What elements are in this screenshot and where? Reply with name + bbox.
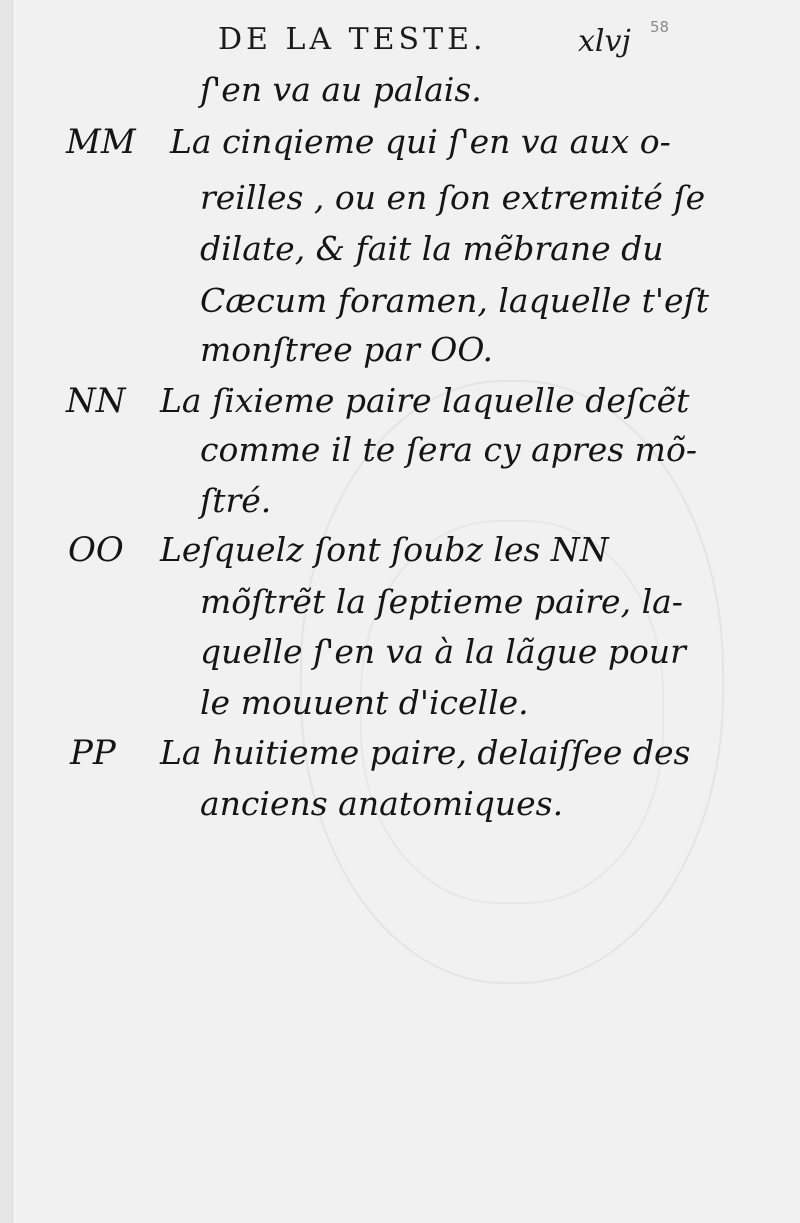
text-line: anciens anatomiques. (200, 784, 564, 823)
text-line: La cinqieme qui ſ'en va aux o- (170, 122, 671, 161)
text-line: La huitieme paire, delaiſſee des (160, 733, 691, 772)
text-line: ſ'en va au palais. (200, 70, 482, 109)
folio-number: xlvj (578, 24, 631, 59)
text-line: ſtré. (200, 481, 272, 520)
text-line: dilate, & fait la mẽbrane du (200, 229, 664, 268)
entry-marker-nn: NN (66, 381, 126, 421)
text-line: Cæcum foramen, laquelle t'eſt (200, 281, 709, 320)
entry-marker-pp: PP (70, 733, 116, 773)
running-head (0, 14, 800, 62)
archive-page-number: 58 (650, 18, 670, 36)
text-line: Leſquelz ſont ſoubz les NN (160, 530, 609, 569)
entry-marker-oo: OO (68, 530, 124, 570)
entry-marker-mm: MM (66, 122, 136, 162)
text-line: quelle ſ'en va à la lãgue pour (200, 632, 686, 671)
page-edge (0, 0, 13, 1223)
text-line: comme il te ſera cy apres mõ- (200, 430, 697, 469)
text-line: La ſixieme paire laquelle deſcẽt (160, 381, 690, 420)
text-line: reilles , ou en ſon extremité ſe (200, 178, 706, 217)
text-line: le mouuent d'icelle. (200, 683, 529, 722)
page-title: DE LA TESTE. (218, 22, 487, 57)
text-line: mõſtrẽt la ſeptieme paire, la- (200, 582, 683, 621)
text-line: monſtree par OO. (200, 330, 493, 369)
